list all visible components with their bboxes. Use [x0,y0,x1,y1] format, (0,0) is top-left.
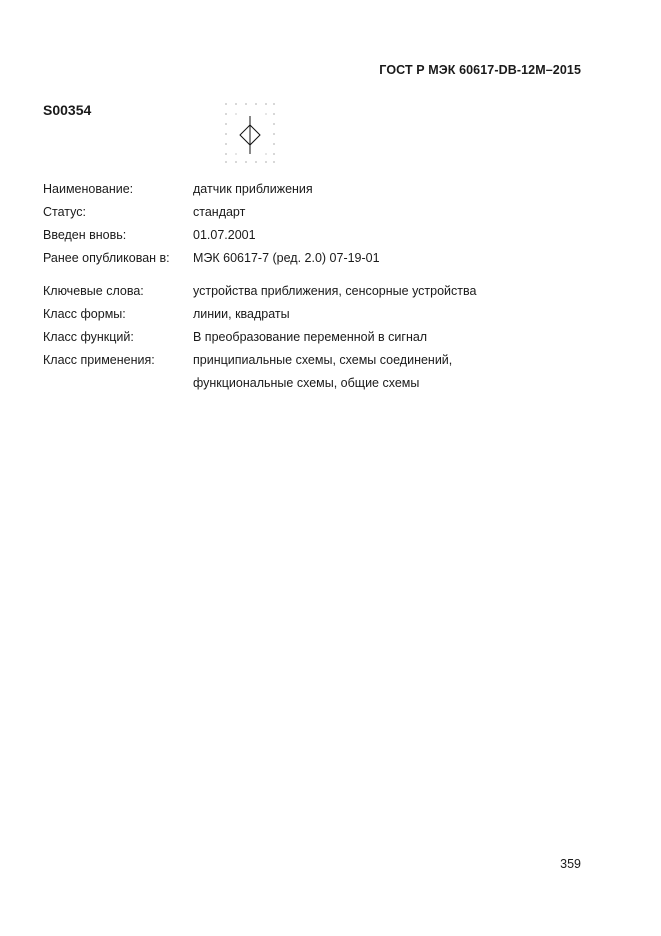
document-header: ГОСТ Р МЭК 60617-DB-12M–2015 [379,63,581,77]
property-label: Наименование: [43,182,134,196]
property-value: В преобразование переменной в сигнал [193,330,428,344]
property-value: стандарт [193,205,246,219]
page-number: 359 [560,857,581,871]
section-spacer [43,270,476,280]
property-value: датчик приближения [193,182,313,196]
property-row-application-class-continued [43,372,476,395]
property-row-keywords [43,280,476,303]
proximity-sensor-symbol-icon [222,100,278,166]
property-label: Класс применения: [43,353,155,367]
property-label: Ключевые слова: [43,284,144,298]
property-row-previously-published [43,247,476,270]
property-value: устройства приближения, сенсорные устройства [193,284,477,298]
property-row-application-class [43,349,476,372]
symbol-properties [43,178,476,395]
property-value: функциональные схемы, общие схемы [193,376,420,390]
property-row-function-class [43,326,476,349]
property-row-status [43,201,476,224]
property-label: Ранее опубликован в: [43,251,170,265]
property-value: принципиальные схемы, схемы соединений, [193,353,453,367]
property-value: 01.07.2001 [193,228,256,242]
property-label: Введен вновь: [43,228,127,242]
symbol-code: S00354 [43,102,92,118]
property-label [43,372,193,395]
property-row-name [43,178,476,201]
property-label: Класс формы: [43,307,126,321]
property-label: Класс функций: [43,330,134,344]
property-value: линии, квадраты [193,307,290,321]
property-value: МЭК 60617-7 (ред. 2.0) 07-19-01 [193,251,380,265]
property-row-shape-class [43,303,476,326]
property-row-introduced [43,224,476,247]
property-label: Статус: [43,205,86,219]
